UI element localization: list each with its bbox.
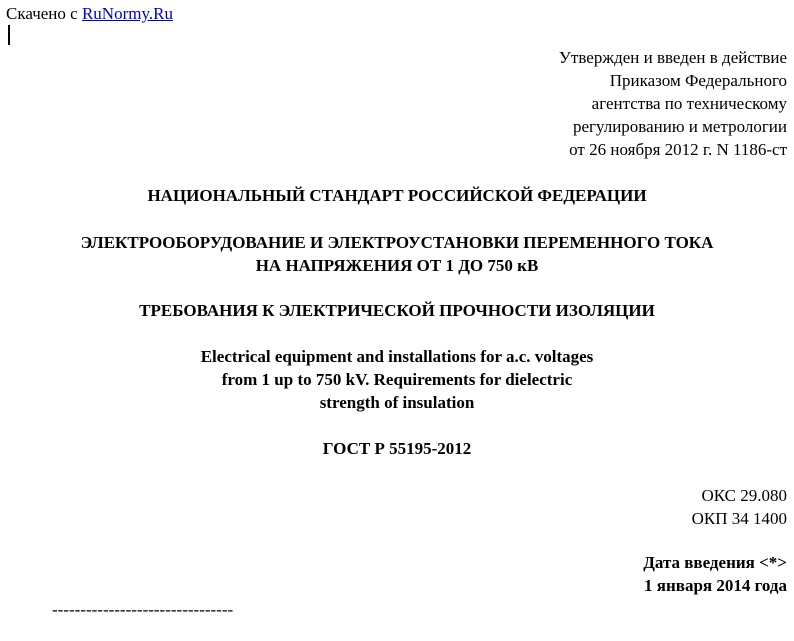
approval-line: агентства по техническому [591,94,787,113]
approval-line: Утвержден и введен в действие [558,48,787,67]
introduction-label: Дата введения <*> [643,553,787,572]
approval-line: от 26 ноября 2012 г. N 1186-ст [569,140,787,159]
introduction-date-block [643,551,787,597]
title-en-line: strength of insulation [319,393,475,412]
okp-code: ОКП 34 1400 [691,509,787,528]
source-prefix: Скачено с [6,4,78,23]
standard-title-en [0,345,794,414]
standard-designation: ГОСТ Р 55195-2012 [322,439,472,458]
runormy-link[interactable]: RuNormy.Ru [81,4,173,23]
approval-line: регулированию и метрологии [572,117,787,136]
standard-title-ru [0,231,794,277]
source-line [6,2,173,25]
approval-block [559,46,787,161]
text-cursor [8,25,10,45]
approval-line: Приказом Федерального [609,71,787,90]
title-ru-line: ЭЛЕКТРООБОРУДОВАНИЕ И ЭЛЕКТРОУСТАНОВКИ ПЕРЕМЕННОГО ТОКА [80,233,714,252]
title-en-line: Electrical equipment and installations for a.c. voltages [200,347,594,366]
classification-block [692,484,787,530]
title-en-line: from 1 up to 750 kV. Requirements for dielectric [221,370,573,389]
oks-code: ОКС 29.080 [701,486,787,505]
standard-subtitle-ru: ТРЕБОВАНИЯ К ЭЛЕКТРИЧЕСКОЙ ПРОЧНОСТИ ИЗОЛЯЦИИ [139,301,655,320]
title-ru-line: НА НАПРЯЖЕНИЯ ОТ 1 ДО 750 кВ [255,256,539,275]
footnote-separator: -------------------------------- [52,600,234,619]
introduction-date: 1 января 2014 года [644,576,787,595]
standard-type-heading: НАЦИОНАЛЬНЫЙ СТАНДАРТ РОССИЙСКОЙ ФЕДЕРАЦИИ [147,186,647,205]
